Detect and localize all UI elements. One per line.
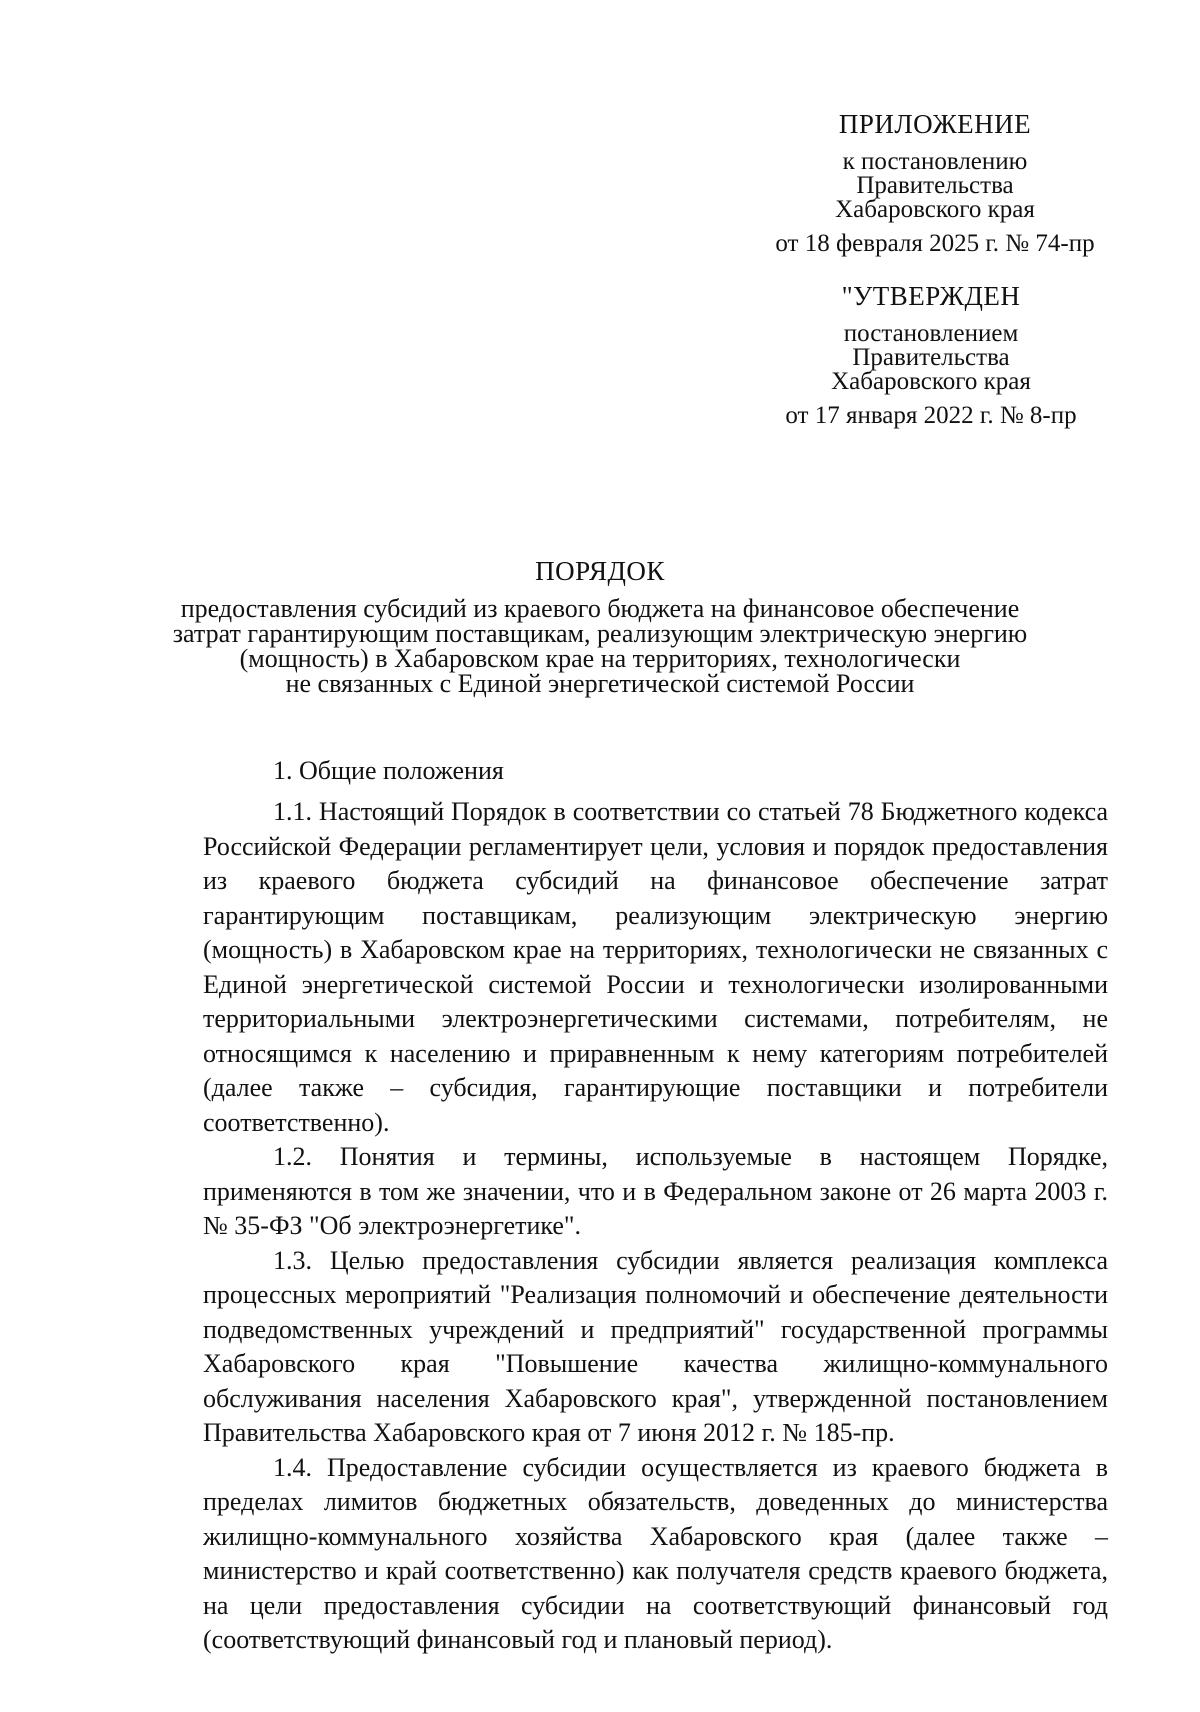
subtitle-line: не связанных с Единой энергетической системой России xyxy=(285,669,915,698)
section-heading: 1. Общие положения xyxy=(273,756,504,785)
approved-line: Правительства xyxy=(852,344,1010,371)
approved-block xyxy=(716,281,1146,429)
approved-title: "УТВЕРЖДЕН xyxy=(841,281,1021,311)
appendix-line: Хабаровского края xyxy=(835,196,1035,223)
approved-line: Хабаровского края xyxy=(831,368,1031,395)
appendix-date: от 18 февраля 2025 г. № 74-пр xyxy=(775,230,1095,257)
section-body xyxy=(203,795,1108,1658)
document-subtitle xyxy=(150,596,1050,696)
appendix-block xyxy=(720,109,1150,257)
approved-date: от 17 января 2022 г. № 8-пр xyxy=(785,402,1077,429)
document-title: ПОРЯДОК xyxy=(535,556,665,586)
appendix-line: к постановлению xyxy=(842,148,1028,175)
subtitle-line: предоставления субсидий из краевого бюджета на финансовое обеспечение xyxy=(180,594,1020,623)
subtitle-line: затрат гарантирующим поставщикам, реализующим электрическую энергию xyxy=(172,619,1028,648)
appendix-line: Правительства xyxy=(856,172,1014,199)
paragraph-1-1: 1.1. Настоящий Порядок в соответствии со статьей 78 Бюджетного кодекса Российской Федерации регламентирует цели, условия и порядок предоставления из краевого бюджета субсидий на финансовое обеспечение затрат гарантирующим поставщикам, реализующим электрическую энергию (мощность) в Хабаровском крае на территориях, технологически не связанных с Единой энергетической системой России и технологически изолированными территориальными электроэнергетическими системами, потребителям, не относящимся к населению и приравненным к нему категориям потребителей (далее также – субсидия, гарантирующие поставщики и потребители соответственно). xyxy=(203,797,1108,1137)
approved-line: постановлением xyxy=(843,320,1019,347)
appendix-title: ПРИЛОЖЕНИЕ xyxy=(838,109,1032,139)
paragraph-1-2: 1.2. Понятия и термины, используемые в настоящем Порядке, применяются в том же значении, что и в Федеральном законе от 26 марта 2003 г. № 35-ФЗ "Об электроэнергетике". xyxy=(203,1142,1108,1240)
paragraph-1-3: 1.3. Целью предоставления субсидии является реализация комплекса процессных мероприятий "Реализация полномочий и обеспечение деятельности подведомственных учреждений и предприятий" государственной программы Хабаровского края "Повышение качества жилищно-коммунального обслуживания населения Хабаровского края", утвержденной постановлением Правительства Хабаровского края от 7 июня 2012 г. № 185-пр. xyxy=(203,1245,1108,1447)
paragraph-1-4: 1.4. Предоставление субсидии осуществляется из краевого бюджета в пределах лимитов бюджетных обязательств, доведенных до министерства жилищно-коммунального хозяйства Хабаровского края (далее также – министерство и край соответственно) как получателя средств краевого бюджета, на цели предоставления субсидии на соответствующий финансовый год (соответствующий финансовый год и плановый период). xyxy=(203,1452,1108,1654)
subtitle-line: (мощность) в Хабаровском крае на территориях, технологически xyxy=(239,644,961,673)
